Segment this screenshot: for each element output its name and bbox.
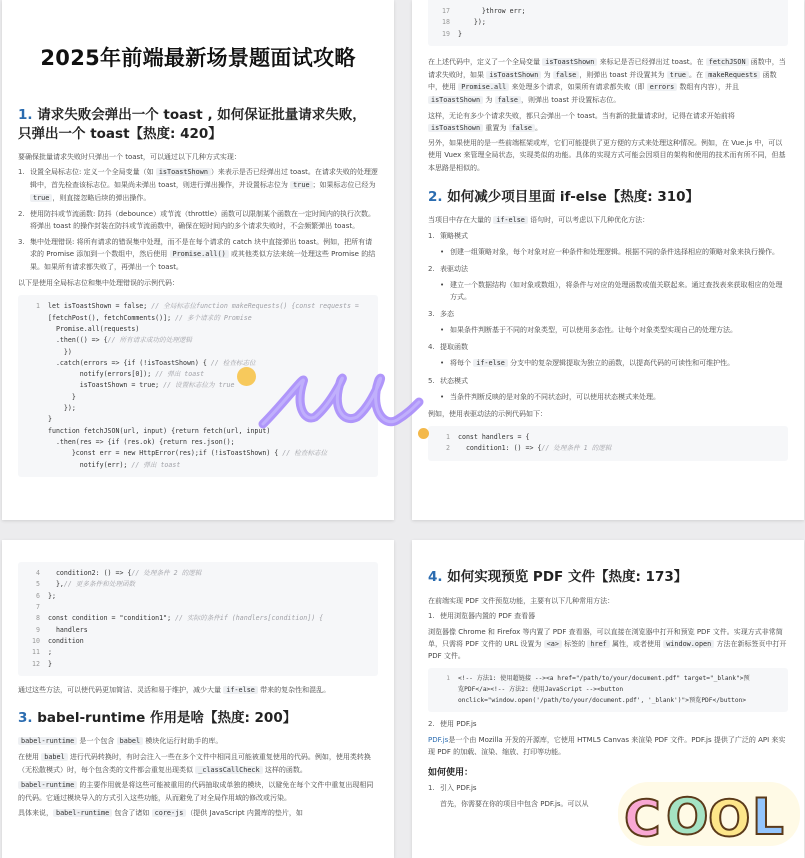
list-item: 1. 使用浏览器内置的 PDF 查看器: [428, 611, 536, 620]
section-4-intro: 在前端实现 PDF 文件预览功能，主要有以下几种常用方法：: [428, 596, 615, 605]
code-line: });: [48, 404, 76, 413]
section-2-intro: 当项目中存在大量的 if-else 语句时，可以考虑以下几种优化方法：: [428, 216, 650, 225]
decorative-dot: [237, 367, 256, 386]
code-block[interactable]: [428, 0, 788, 46]
paragraph: babel-runtime 的主要作用就是将这些可能被重用的代码抽取成单独的模块，以避免在每个文件中重复出现相同的代码。它通过模块导入的方式引入这些功能，从而避免了对全局作用域的修改或污染。: [18, 781, 374, 803]
section-1-list: [18, 166, 378, 273]
list-item: 3. 集中处理错误: 将所有请求的错误集中处理，而不是在每个请求的 catch 块中直接弹出 toast。例如，把所有请求的 Promise 添加到一个数组中，然后使用 Promise.all() 或其他类似方法来统一处理这些 Promise 的结果。如果所有请求都失败了，再弹出一个 toast。: [18, 238, 376, 272]
code-line: 9 handlers: [36, 625, 88, 634]
code-line: .then(() => {// 所有请求成功的处理逻辑: [48, 336, 192, 345]
code-line: 11 ;: [32, 648, 52, 657]
list-item: 2. 表驱动法: [428, 264, 468, 273]
section-3-heading: 3. babel-runtime 作用是啥【热度: 200】: [18, 709, 297, 726]
section-1-heading: 1. 请求失败会弹出一个 toast , 如何保证批量请求失败， 只弹出一个 toast【热度: 420】: [18, 107, 366, 142]
section-1-intro: 要确保批量请求失败时只弹出一个 toast，可以通过以下几种方式实现：: [18, 153, 241, 162]
code-line: 12 }: [32, 659, 52, 668]
code-line: .catch(errors => {if (!isToastShown) { // 检查标志位: [48, 358, 256, 367]
code-line: notify(errors[0]); // 弹出 toast: [48, 370, 205, 379]
code-line: [fetchPost(), fetchComments()]; // 多个请求的 Promise: [48, 313, 252, 322]
list-bullet: • 当条件判断反映的是对象的不同状态时，可以使用状态模式来处理。: [440, 392, 660, 401]
paragraph: babel-runtime 是一个包含 babel 模块化运行时助手的库。: [18, 735, 378, 748]
code-line: 2 condition1: () => {// 处理条件 1 的逻辑: [446, 444, 612, 453]
code-line: onclick="window.open('/path/to/your/document.pdf', '_blank')">预览PDF</button>: [458, 696, 747, 704]
code-line: }const err = new HttpError(res);if (!isToastShown) { // 检查标志位: [48, 449, 328, 458]
list-item: 1. 设置全局标志位: 定义一个全局变量（如 isToastShown ）来表示是否已经弹出过 toast。在请求失败的处理逻辑中，首先检查该标志位。如果尚未弹出 toast，则进行弹出操作，并设置标志位为 true ；如果标志位已经为 true ，则直接忽略后续的弹出操作。: [18, 168, 378, 202]
paragraph: PDF.js是一个由 Mozilla 开发的开源库，它使用 HTML5 Canvas 来渲染 PDF 文件。PDF.js 提供了广泛的 API 来实现 PDF 的加载、渲染、缩放、打印等功能。: [428, 736, 786, 757]
code-line: 1 const handlers = {: [446, 432, 530, 441]
list-item: 2. 使用 PDF.js: [428, 720, 477, 729]
document-page-3: [2, 540, 394, 858]
document-page-1: [2, 0, 394, 520]
code-line: function fetchJSON(url, input) {return fetch(url, input): [48, 426, 271, 435]
list-item: 5. 状态模式: [428, 376, 468, 385]
code-line: }: [48, 392, 76, 401]
code-line: }: [48, 415, 52, 424]
section-2-example-intro: 例如，使用表驱动法的示例代码如下：: [428, 409, 547, 418]
code-line: 8 const condition = "condition1"; // 实际的条件if (handlers[condition]) {: [36, 614, 324, 623]
paragraph: 浏览器像 Chrome 和 Firefox 等内置了 PDF 查看器，可以直接在浏览器中打开和预览 PDF 文件。实现方式非常简单，只需将 PDF 文件的 URL 设置为 <a> 标签的 href 属性，或者使用 window.open 方法在新标签页中打开 PDF 文件。: [428, 627, 787, 661]
paragraph: 在使用 babel 进行代码转换时，有时会注入一些在多个文件中相同且可能被重复使用的代码。例如，使用类转换（无松散模式）时，每个包含类的文件都会重复出现类似 _classCallCheck 这样的函数。: [18, 752, 371, 774]
section-4-list: [428, 610, 788, 622]
code-line: isToastShown = true; // 设置标志位为 true: [48, 381, 235, 390]
code-line: 5 },// 更多条件和处理函数: [36, 580, 136, 589]
code-line: notify(err); // 弹出 toast: [48, 460, 181, 469]
section-4-heading: 4. 如何实现预览 PDF 文件【热度: 173】: [428, 569, 688, 585]
paragraph: 具体来说， babel-runtime 包含了诸如 core-js （提供 JavaScript 内置库的垫片，如: [18, 809, 303, 818]
code-line: .then(res => {if (res.ok) {return res.json();: [48, 438, 235, 447]
squiggle-decoration-icon: [255, 362, 425, 442]
paragraph: 在上述代码中，定义了一个全局变量 isToastShown 来标记是否已经弹出过 toast。在 fetchJSON 函数中，当请求失败时，如果 isToastShown 为 false ，则弹出 toast 并设置其为 true 。在 makeRequests 函数中，使用 Promise.all 来处理多个请求，如果所有请求都失败（即 errors 数组有内容），并且 isToastShown 为 false ，则弹出 toast 并设置标志位。: [428, 57, 786, 105]
svg-text:O: O: [708, 790, 751, 848]
list-bullet: • 将每个 if-else 分支中的复杂逻辑提取为独立的函数，以提高代码的可读性和可维护性。: [440, 359, 735, 368]
list-item: 3. 多态: [428, 310, 454, 319]
cool-sticker-icon: [616, 774, 802, 852]
code-line: 19 }: [442, 29, 462, 38]
paragraph: 另外，如果使用的是一些前端框架或库，它们可能提供了更方便的方式来处理这种情况。例如，在 Vue.js 中，可以使用 Vuex 来管理全局状态，实现类似的功能。具体的实现方式可能会因项目的架构和使用的技术而有所不同，但基本思路是相似的。: [428, 139, 786, 172]
svg-text:C: C: [624, 790, 661, 848]
code-line: 18 });: [442, 18, 486, 27]
code-line: 1 <!-- 方法1: 使用超链接 --><a href="/path/to/your/document.pdf" target="_blank">预: [446, 675, 750, 683]
code-block[interactable]: [428, 426, 788, 461]
list-item: 4. 提取函数: [428, 343, 468, 352]
code-line: Promise.all(requests): [48, 324, 140, 333]
list-bullet: • 建立一个数据结构（如对象或数组），将条件与对应的处理函数或值关联起来。通过查找表来获取相应的处理方式。: [440, 280, 783, 301]
section-2-outro: 通过这些方法，可以使代码更加简洁、灵活和易于维护，减少大量 if-else 带来的复杂性和混乱。: [18, 685, 331, 694]
code-line: 览PDF</a><!-- 方法2: 使用JavaScript --><button: [458, 686, 624, 694]
section-2-heading: 2. 如何减少项目里面 if-else【热度: 310】: [428, 188, 700, 205]
document-page-2: [412, 0, 804, 520]
code-line: 4 condition2: () => {// 处理条件 2 的逻辑: [36, 569, 202, 577]
code-line: 7: [36, 602, 40, 611]
svg-text:COOL: COOL: [709, 850, 712, 851]
code-block[interactable]: [18, 562, 378, 676]
section-2-list: [428, 230, 788, 403]
list-bullet: • 如果条件判断基于不同的对象类型，可以使用多态性。让每个对象类型实现自己的处理方法。: [440, 326, 737, 335]
page-title: 2025年前端最新场景题面试攻略: [40, 46, 356, 70]
svg-text:L: L: [752, 788, 784, 846]
code-line: 6 };: [36, 591, 56, 600]
paragraph: 首先，你需要在你的项目中包含 PDF.js。可以从: [440, 799, 589, 808]
code-line: 10 condition: [32, 636, 84, 645]
list-item: 2. 使用防抖或节流函数: 防抖（debounce）或节流（throttle）函数可以限制某个函数在一定时间内的执行次数。将弹出 toast 的操作封装在防抖或节流函数中，确保在短时间内的多个请求失败时，不会频繁弹出 toast。: [18, 210, 376, 231]
code-line: }): [48, 347, 72, 356]
howto-heading: 如何使用：: [428, 767, 474, 778]
list-bullet: • 创建一组策略对象，每个对象对应一种条件和处理逻辑。根据不同的条件选择相应的策略对象来执行操作。: [440, 247, 779, 256]
list-item: 1. 引入 PDF.js: [428, 783, 477, 792]
pdfjs-link[interactable]: PDF.js: [428, 736, 449, 745]
code-line: 1 let isToastShown = false; // 全局标志位function makeRequests() {const requests =: [36, 302, 359, 311]
code-block[interactable]: [428, 668, 788, 712]
list-item: 1. 策略模式: [428, 231, 468, 240]
section-1-outro: 以下是使用全局标志位和集中处理错误的示例代码：: [18, 279, 179, 288]
svg-text:O: O: [666, 788, 709, 846]
paragraph: 这样，无论有多少个请求失败，都只会弹出一个 toast。当有新的批量请求时，记得在请求开始前将 isToastShown 重置为 false 。: [428, 111, 735, 132]
code-line: 17 }throw err;: [442, 7, 526, 15]
